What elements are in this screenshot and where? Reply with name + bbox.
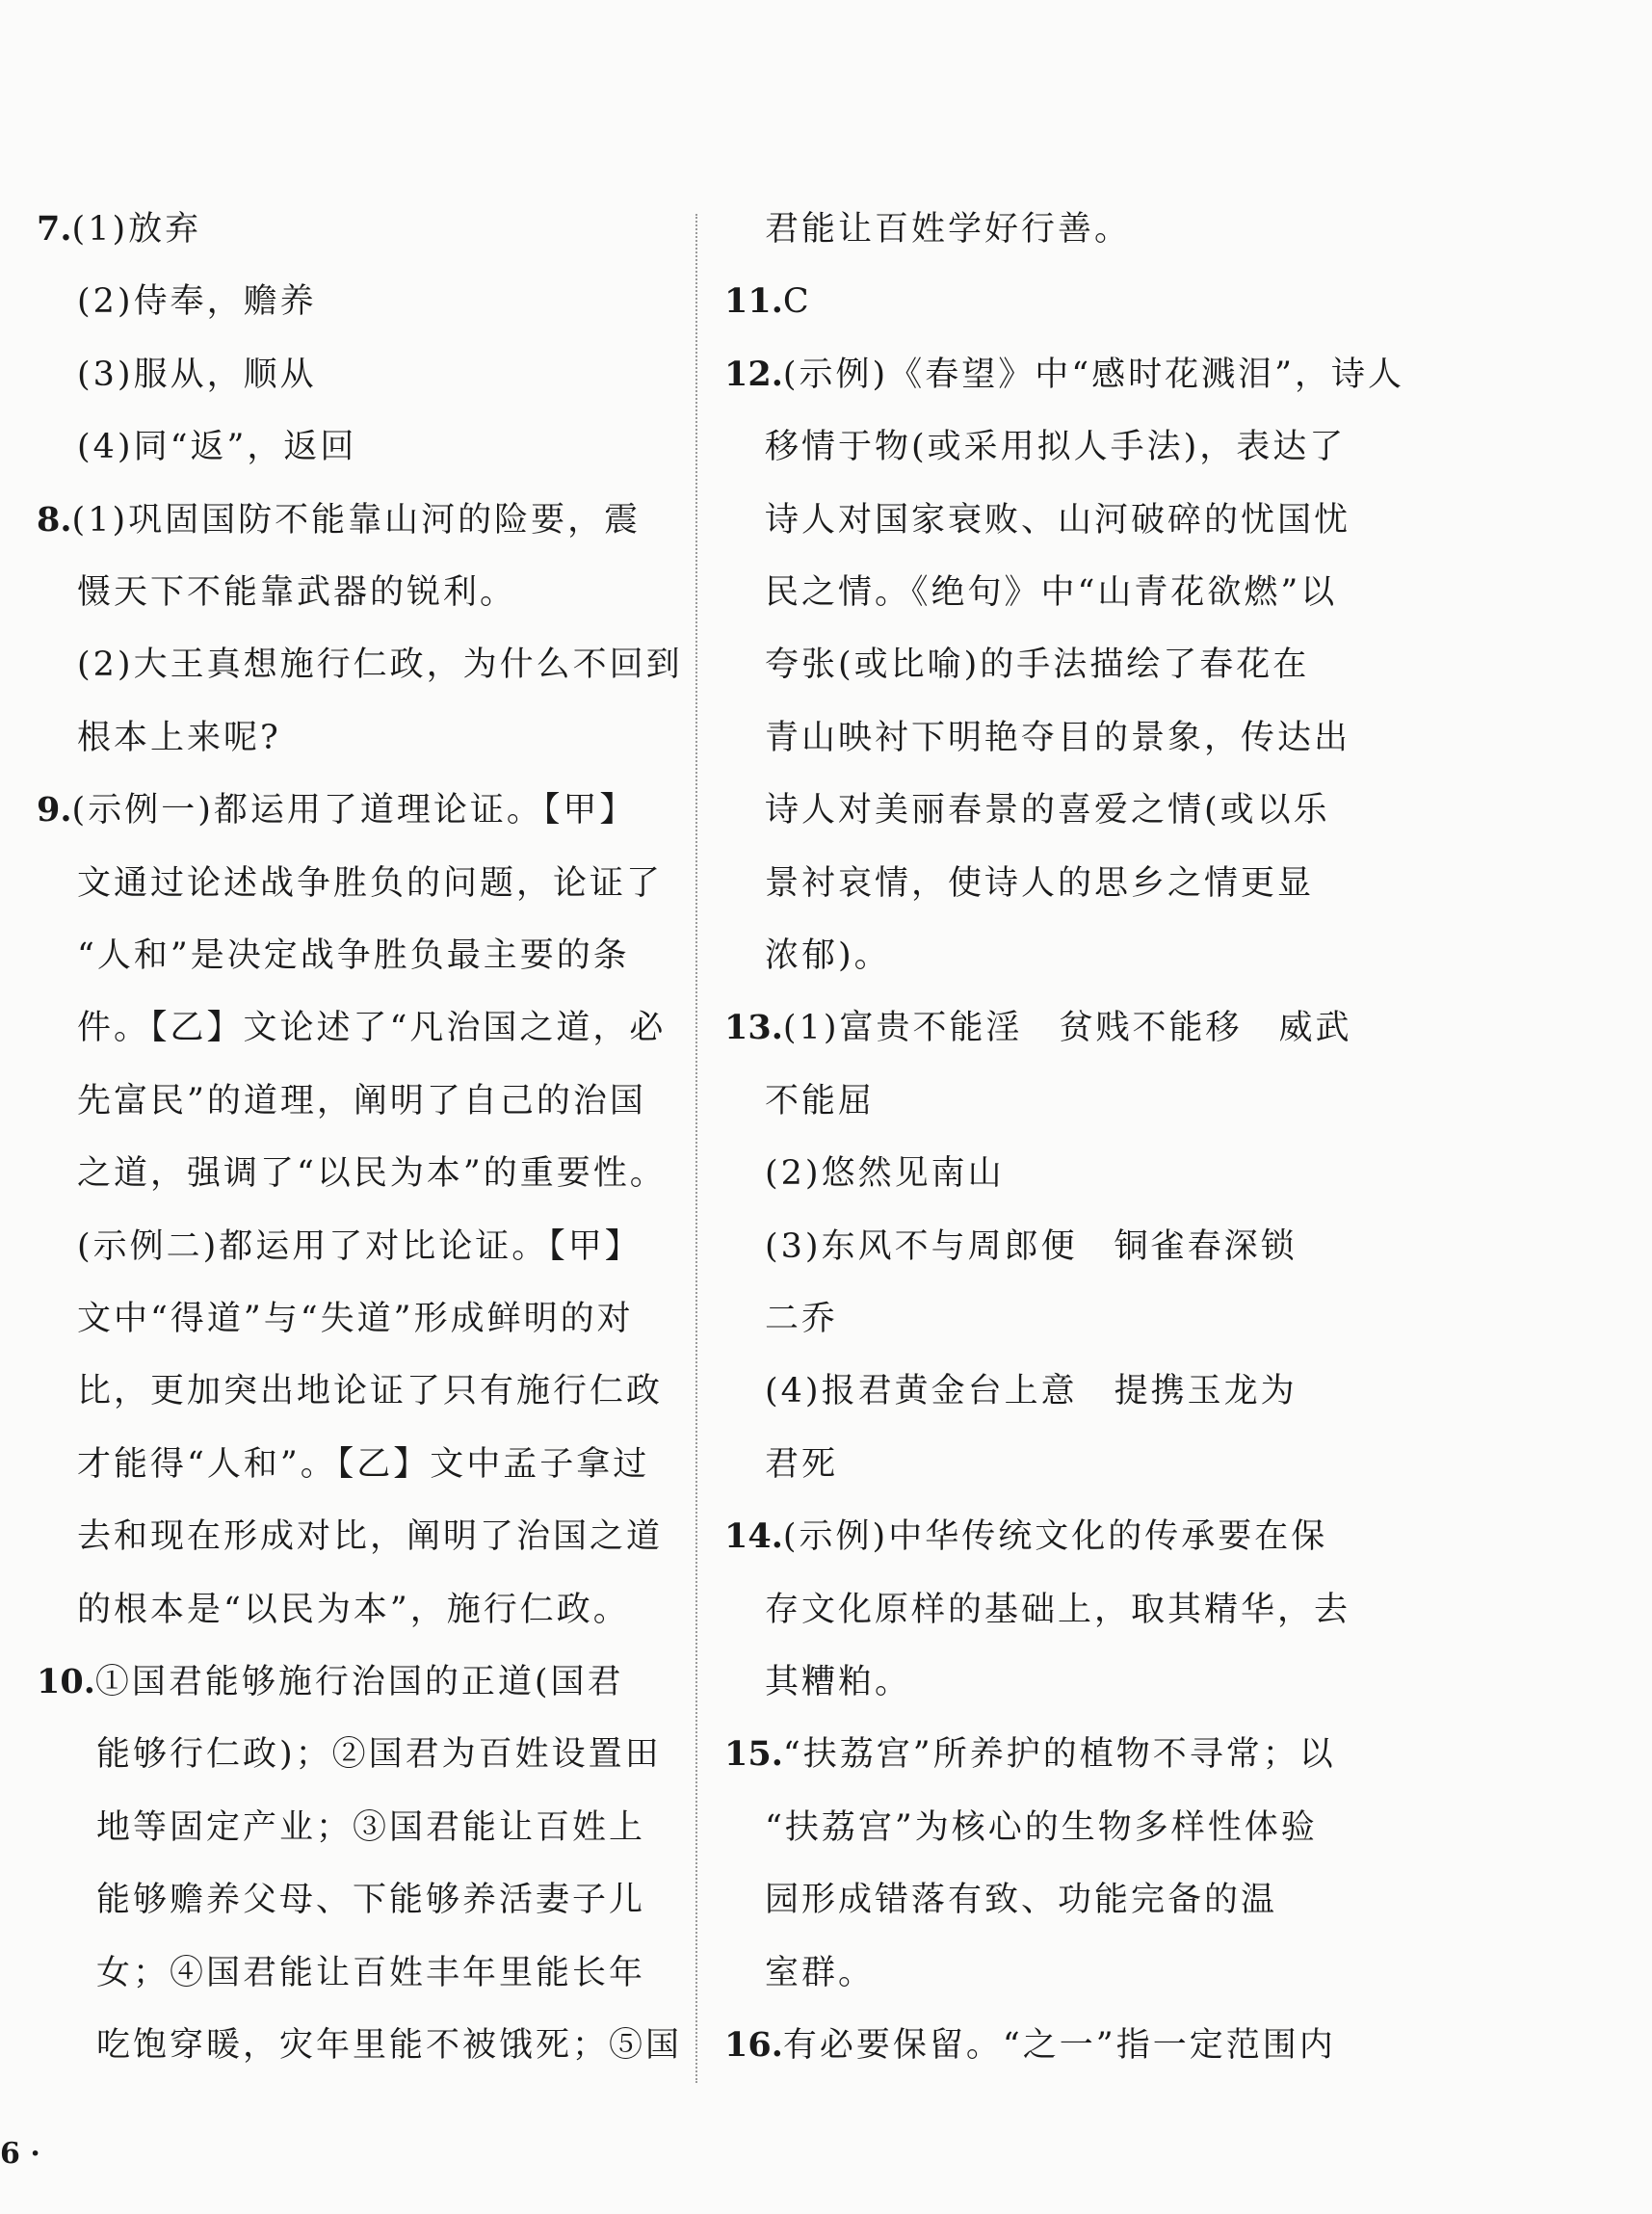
- column-divider: [695, 214, 697, 2083]
- answer-text: 比，更加突出地论证了只有施行仁政: [77, 1372, 664, 1411]
- answer-text: (4)报君黄金台上意 提携玉龙为: [765, 1372, 1298, 1411]
- answer-text: 去和现在形成对比，阐明了治国之道: [77, 1517, 664, 1557]
- answer-line: [765, 208, 1131, 250]
- answer-text: (示例)《春望》中“感时花溅泪”，诗人: [782, 355, 1405, 394]
- item-number: 11.: [724, 281, 783, 322]
- answer-text: 地等固定产业；③国君能让百姓上: [96, 1807, 646, 1847]
- answer-text: (4)同“返”，返回: [77, 428, 357, 467]
- answer-text: (2)悠然见南山: [765, 1154, 1005, 1194]
- answer-line: [77, 571, 516, 614]
- answer-text: (示例)中华传统文化的传承要在保: [782, 1517, 1328, 1557]
- answer-line: [765, 571, 1337, 614]
- answer-text: 慑天下不能靠武器的锐利。: [77, 573, 517, 612]
- answer-text: 文通过论述战争胜负的问题，论证了: [77, 863, 664, 903]
- answer-line: [96, 2024, 682, 2067]
- answer-line: [765, 789, 1330, 831]
- answer-text: (1)放弃: [71, 210, 202, 249]
- answer-text: (3)东风不与周郎便 铜雀春深锁: [765, 1226, 1298, 1266]
- answer-item-7: [37, 208, 201, 250]
- answer-text: (2)大王真想施行仁政，为什么不回到: [77, 646, 683, 685]
- answer-text: C: [782, 282, 812, 322]
- answer-item-11: [724, 280, 812, 323]
- answer-line: [765, 499, 1350, 541]
- answer-text: ①国君能够施行治国的正道(国君: [94, 1663, 624, 1701]
- answer-line: [765, 1443, 838, 1486]
- item-number: 13.: [724, 1008, 783, 1048]
- item-number: 12.: [724, 354, 783, 394]
- answer-text: “扶荔宫”为核心的生物多样性体验: [765, 1807, 1318, 1847]
- answer-text: 的根本是“以民为本”，施行仁政。: [77, 1590, 630, 1629]
- answer-line: [765, 862, 1314, 905]
- answer-line: [77, 1080, 646, 1122]
- answer-text: 有必要保留。“之一”指一定范围内: [782, 2026, 1336, 2065]
- answer-line: [765, 1952, 875, 1994]
- item-number: 9.: [37, 790, 72, 830]
- item-number: 14.: [724, 1516, 783, 1557]
- answer-line: [765, 1152, 1005, 1195]
- answer-line: [765, 935, 891, 977]
- answer-line: [765, 1589, 1350, 1631]
- answer-text: 诗人对国家衰败、山河破碎的忧国忧: [765, 500, 1351, 540]
- answer-text: 夸张(或比喻)的手法描绘了春花在: [765, 646, 1310, 685]
- answer-text: 青山映衬下明艳夺目的景象，传达出: [765, 718, 1351, 757]
- answer-text: 能够行仁政)；②国君为百姓设置田: [96, 1735, 662, 1775]
- answer-text: 先富民”的道理，阐明了自己的治国: [77, 1081, 646, 1120]
- answer-line: [77, 1443, 649, 1486]
- answer-text: (3)服从，顺从: [77, 355, 317, 394]
- answer-text: 园形成错落有致、功能完备的温: [765, 1881, 1278, 1920]
- answer-line: [765, 717, 1350, 759]
- answer-text: 之道，强调了“以民为本”的重要性。: [77, 1154, 667, 1194]
- answer-text: 君能让百姓学好行善。: [765, 210, 1132, 249]
- answer-item-13: [724, 1007, 1352, 1049]
- answer-text: 件。【乙】文论述了“凡治国之道，必: [77, 1009, 667, 1048]
- answer-text: “人和”是决定战争胜负最主要的条: [77, 936, 630, 975]
- item-number: 10.: [37, 1662, 95, 1701]
- answer-text: 其糟粕。: [765, 1663, 912, 1701]
- answer-line: [77, 1370, 663, 1412]
- answer-text: 不能屈: [765, 1081, 876, 1120]
- answer-item-8: [37, 499, 641, 541]
- answer-text: 诗人对美丽春景的喜爱之情(或以乐: [765, 791, 1330, 830]
- answer-line: [765, 1879, 1277, 1921]
- answer-line: [765, 1661, 911, 1703]
- answer-line: [77, 1152, 667, 1195]
- answer-line: [765, 426, 1346, 468]
- answer-text: 二乔: [765, 1300, 839, 1338]
- answer-text: 吃饱穿暖，灾年里能不被饿死；⑤国: [96, 2026, 683, 2065]
- answer-line: [765, 1226, 1298, 1268]
- answer-line: [77, 644, 683, 686]
- answer-text: 君死: [765, 1444, 839, 1484]
- answer-item-10: [37, 1661, 624, 1703]
- answer-text: 文中“得道”与“失道”形成鲜明的对: [77, 1300, 634, 1338]
- answer-line: [96, 1733, 662, 1776]
- answer-line: [96, 1952, 645, 1994]
- answer-line: [765, 1806, 1318, 1849]
- answer-line: [77, 354, 317, 396]
- answer-text: 民之情。《绝句》中“山青花欲燃”以: [765, 573, 1338, 612]
- answer-text: 浓郁)。: [765, 936, 891, 975]
- answer-item-14: [724, 1516, 1327, 1558]
- answer-item-12: [724, 354, 1404, 396]
- item-number: 7.: [37, 209, 72, 249]
- answer-line: [77, 935, 630, 977]
- answer-item-15: [724, 1733, 1336, 1776]
- answer-line: [765, 644, 1309, 686]
- answer-text: 存文化原样的基础上，取其精华，去: [765, 1590, 1351, 1629]
- answer-line: [765, 1298, 838, 1340]
- answer-text: 移情于物(或采用拟人手法)，表达了: [765, 428, 1347, 467]
- answer-line: [96, 1806, 645, 1849]
- item-number: 8.: [37, 499, 72, 540]
- answer-line: [77, 1516, 663, 1558]
- answer-text: 根本上来呢?: [77, 718, 281, 757]
- answer-line: [77, 862, 663, 905]
- answer-line: [77, 1298, 634, 1340]
- answer-text: “扶荔宫”所养护的植物不寻常；以: [782, 1735, 1336, 1775]
- answer-text: 景衬哀情，使诗人的思乡之情更显: [765, 863, 1315, 903]
- answer-text: (1)富贵不能淫 贫贱不能移 威武: [782, 1009, 1352, 1048]
- answer-text: (示例二)都运用了对比论证。【甲】: [77, 1226, 642, 1266]
- answer-item-9: [37, 789, 636, 831]
- answer-line: [96, 1879, 645, 1921]
- answer-text: 才能得“人和”。【乙】文中孟子拿过: [77, 1444, 650, 1484]
- answer-text: 室群。: [765, 1953, 876, 1992]
- answer-item-16: [724, 2024, 1336, 2067]
- answer-line: [77, 1226, 642, 1268]
- answer-line: [765, 1080, 875, 1122]
- answer-line: [77, 1589, 630, 1631]
- answer-line: [77, 426, 356, 468]
- answer-line: [77, 280, 317, 323]
- answer-text: 能够赡养父母、下能够养活妻子儿: [96, 1881, 646, 1920]
- answer-text: (2)侍奉，赡养: [77, 282, 317, 322]
- answer-text: (示例一)都运用了道理论证。【甲】: [71, 791, 637, 830]
- page-number: 6 ·: [0, 2137, 40, 2171]
- item-number: 15.: [724, 1734, 783, 1775]
- answer-line: [77, 717, 281, 759]
- answer-line: [765, 1370, 1298, 1412]
- answer-line: [77, 1007, 666, 1049]
- item-number: 16.: [724, 2025, 783, 2065]
- answer-text: 女；④国君能让百姓丰年里能长年: [96, 1953, 646, 1992]
- answer-text: (1)巩固国防不能靠山河的险要，震: [71, 500, 642, 540]
